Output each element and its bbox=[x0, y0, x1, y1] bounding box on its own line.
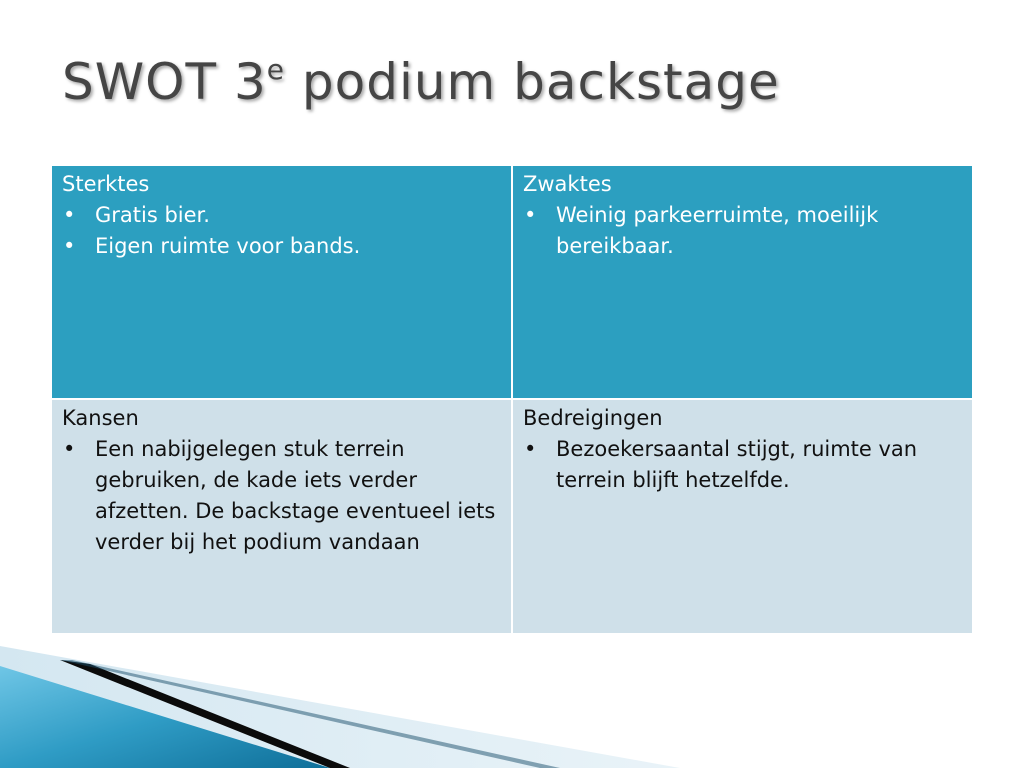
title-main: SWOT 3 bbox=[62, 53, 267, 111]
opportunities-heading: Kansen bbox=[62, 406, 139, 430]
strengths-list bbox=[62, 200, 501, 262]
threats-item: • Bezoekersaantal stijgt, ruimte van terrein blijft hetzelfde. bbox=[523, 434, 962, 496]
strengths-item: • Eigen ruimte voor bands. bbox=[62, 231, 501, 262]
threats-cell bbox=[513, 400, 972, 633]
weaknesses-item: • Weinig parkeerruimte, moeilijk bereikbaar. bbox=[523, 200, 962, 262]
opportunities-list bbox=[62, 434, 501, 558]
strengths-heading: Sterktes bbox=[62, 172, 150, 196]
swot-table bbox=[52, 166, 972, 633]
threats-heading: Bedreigingen bbox=[523, 406, 663, 430]
weaknesses-cell bbox=[513, 166, 972, 398]
title-superscript: e bbox=[266, 53, 286, 86]
title-rest: podium backstage bbox=[285, 53, 780, 111]
decorative-swoosh bbox=[0, 638, 1024, 768]
strengths-cell bbox=[52, 166, 511, 398]
threats-list bbox=[523, 434, 962, 496]
opportunities-item: • Een nabijgelegen stuk terrein gebruiken, de kade iets verder afzetten. De backstage eventueel iets verder bij het podium vandaan bbox=[62, 434, 501, 558]
weaknesses-list bbox=[523, 200, 962, 262]
strengths-item: • Gratis bier. bbox=[62, 200, 501, 231]
opportunities-cell bbox=[52, 400, 511, 633]
weaknesses-heading: Zwaktes bbox=[523, 172, 612, 196]
slide-title bbox=[62, 52, 780, 112]
